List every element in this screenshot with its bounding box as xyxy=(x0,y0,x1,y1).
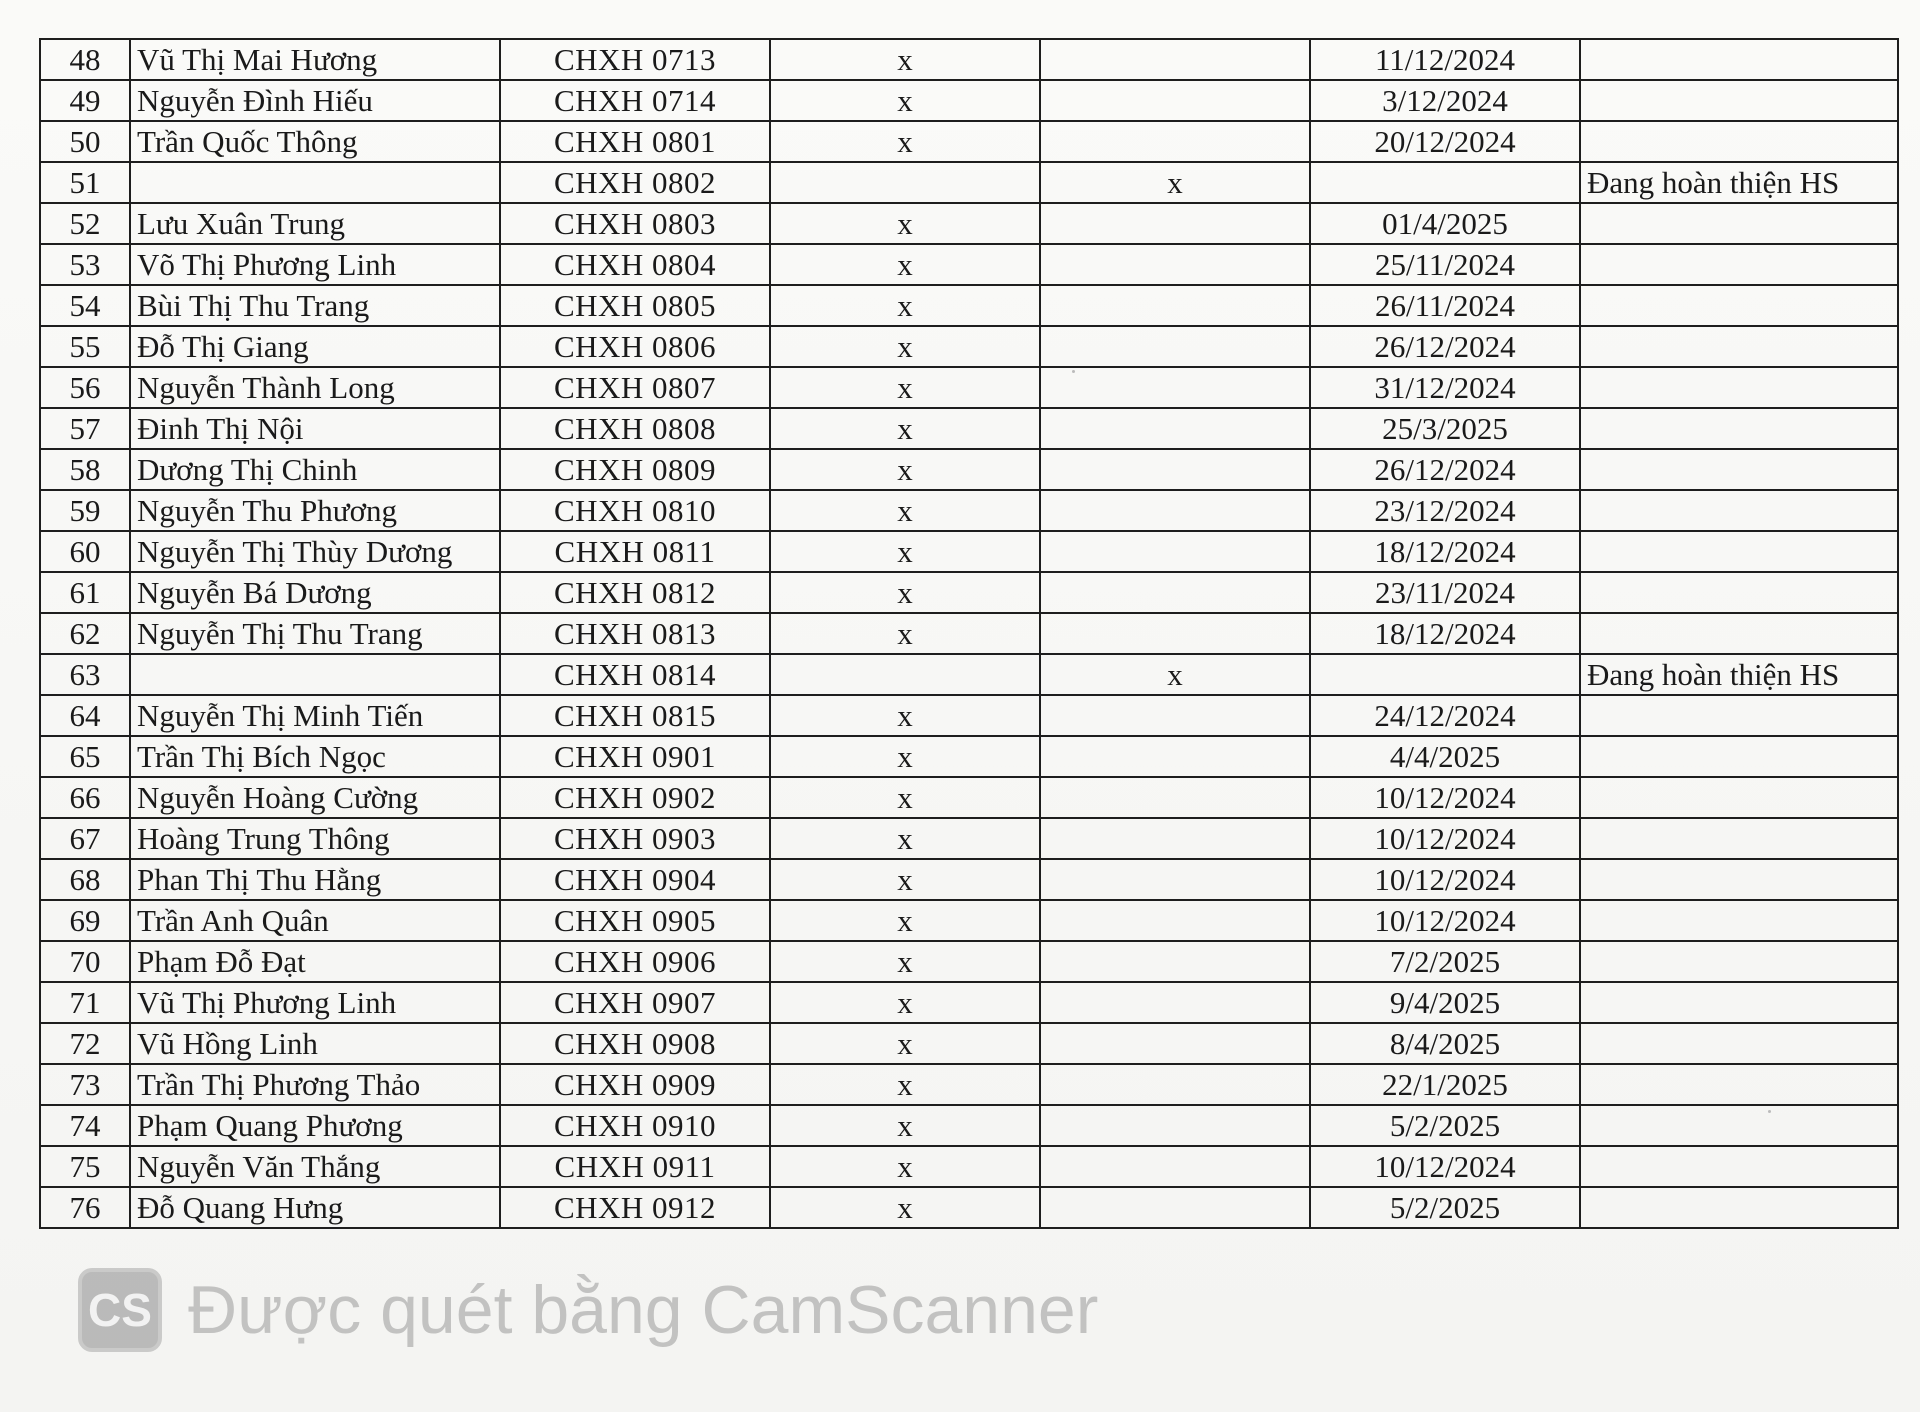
mark-pending xyxy=(1040,244,1310,285)
unit-code: CHXH 0810 xyxy=(500,490,770,531)
table-row xyxy=(40,818,1898,859)
row-number: 62 xyxy=(40,613,130,654)
unit-code: CHXH 0815 xyxy=(500,695,770,736)
row-number: 58 xyxy=(40,449,130,490)
row-number: 64 xyxy=(40,695,130,736)
mark-pending xyxy=(1040,326,1310,367)
unit-code: CHXH 0809 xyxy=(500,449,770,490)
unit-code: CHXH 0902 xyxy=(500,777,770,818)
owner-name: Trần Thị Phương Thảo xyxy=(130,1064,500,1105)
row-number: 49 xyxy=(40,80,130,121)
unit-code: CHXH 0901 xyxy=(500,736,770,777)
note-cell xyxy=(1580,449,1898,490)
mark-completed xyxy=(770,654,1040,695)
note-cell xyxy=(1580,531,1898,572)
date-cell: 10/12/2024 xyxy=(1310,777,1580,818)
note-cell xyxy=(1580,613,1898,654)
note-cell xyxy=(1580,736,1898,777)
table-row xyxy=(40,1187,1898,1228)
unit-code: CHXH 0907 xyxy=(500,982,770,1023)
mark-pending xyxy=(1040,1023,1310,1064)
note-cell xyxy=(1580,982,1898,1023)
table-row xyxy=(40,408,1898,449)
note-cell xyxy=(1580,203,1898,244)
row-number: 61 xyxy=(40,572,130,613)
table-row xyxy=(40,941,1898,982)
mark-pending xyxy=(1040,531,1310,572)
owner-name: Phạm Quang Phương xyxy=(130,1105,500,1146)
owner-name xyxy=(130,162,500,203)
row-number: 59 xyxy=(40,490,130,531)
date-cell: 25/11/2024 xyxy=(1310,244,1580,285)
mark-pending xyxy=(1040,859,1310,900)
note-cell xyxy=(1580,777,1898,818)
unit-code: CHXH 0904 xyxy=(500,859,770,900)
date-cell: 10/12/2024 xyxy=(1310,1146,1580,1187)
row-number: 75 xyxy=(40,1146,130,1187)
note-cell xyxy=(1580,326,1898,367)
table-row xyxy=(40,1023,1898,1064)
mark-completed: x xyxy=(770,900,1040,941)
table-row xyxy=(40,695,1898,736)
unit-code: CHXH 0813 xyxy=(500,613,770,654)
mark-pending xyxy=(1040,203,1310,244)
date-cell xyxy=(1310,162,1580,203)
row-number: 51 xyxy=(40,162,130,203)
table-row xyxy=(40,613,1898,654)
date-cell: 10/12/2024 xyxy=(1310,900,1580,941)
date-cell: 01/4/2025 xyxy=(1310,203,1580,244)
row-number: 67 xyxy=(40,818,130,859)
mark-completed: x xyxy=(770,1023,1040,1064)
date-cell: 22/1/2025 xyxy=(1310,1064,1580,1105)
unit-code: CHXH 0910 xyxy=(500,1105,770,1146)
unit-code: CHXH 0806 xyxy=(500,326,770,367)
mark-completed: x xyxy=(770,408,1040,449)
camscanner-logo-icon: CS xyxy=(78,1268,162,1352)
row-number: 66 xyxy=(40,777,130,818)
owner-name: Nguyễn Thu Phương xyxy=(130,490,500,531)
mark-pending xyxy=(1040,818,1310,859)
row-number: 69 xyxy=(40,900,130,941)
unit-code: CHXH 0909 xyxy=(500,1064,770,1105)
camscanner-watermark xyxy=(78,1268,1098,1352)
row-number: 52 xyxy=(40,203,130,244)
mark-pending xyxy=(1040,900,1310,941)
unit-code: CHXH 0805 xyxy=(500,285,770,326)
table-row xyxy=(40,1105,1898,1146)
unit-code: CHXH 0906 xyxy=(500,941,770,982)
row-number: 53 xyxy=(40,244,130,285)
mark-completed: x xyxy=(770,818,1040,859)
mark-pending xyxy=(1040,572,1310,613)
date-cell: 20/12/2024 xyxy=(1310,121,1580,162)
mark-completed: x xyxy=(770,1146,1040,1187)
note-cell: Đang hoàn thiện HS xyxy=(1580,162,1898,203)
mark-completed: x xyxy=(770,941,1040,982)
owner-name: Nguyễn Thành Long xyxy=(130,367,500,408)
row-number: 73 xyxy=(40,1064,130,1105)
owner-name: Nguyễn Đình Hiếu xyxy=(130,80,500,121)
unit-code: CHXH 0803 xyxy=(500,203,770,244)
note-cell xyxy=(1580,695,1898,736)
table-row xyxy=(40,1146,1898,1187)
mark-pending xyxy=(1040,1146,1310,1187)
owner-name: Nguyễn Hoàng Cường xyxy=(130,777,500,818)
date-cell: 18/12/2024 xyxy=(1310,531,1580,572)
note-cell xyxy=(1580,1105,1898,1146)
table-row xyxy=(40,900,1898,941)
row-number: 54 xyxy=(40,285,130,326)
owner-name: Vũ Thị Mai Hương xyxy=(130,39,500,80)
unit-code: CHXH 0802 xyxy=(500,162,770,203)
row-number: 48 xyxy=(40,39,130,80)
unit-code: CHXH 0814 xyxy=(500,654,770,695)
mark-pending xyxy=(1040,408,1310,449)
table-row xyxy=(40,285,1898,326)
watermark-text: Được quét bằng CamScanner xyxy=(188,1272,1099,1348)
table-row xyxy=(40,654,1898,695)
date-cell: 7/2/2025 xyxy=(1310,941,1580,982)
mark-completed: x xyxy=(770,80,1040,121)
row-number: 56 xyxy=(40,367,130,408)
mark-pending xyxy=(1040,39,1310,80)
row-number: 63 xyxy=(40,654,130,695)
date-cell: 10/12/2024 xyxy=(1310,818,1580,859)
unit-code: CHXH 0714 xyxy=(500,80,770,121)
date-cell: 23/12/2024 xyxy=(1310,490,1580,531)
table-row xyxy=(40,531,1898,572)
date-cell: 24/12/2024 xyxy=(1310,695,1580,736)
mark-completed: x xyxy=(770,531,1040,572)
table-row xyxy=(40,39,1898,80)
row-number: 55 xyxy=(40,326,130,367)
unit-code: CHXH 0804 xyxy=(500,244,770,285)
mark-completed: x xyxy=(770,777,1040,818)
mark-completed: x xyxy=(770,490,1040,531)
mark-pending: x xyxy=(1040,162,1310,203)
row-number: 70 xyxy=(40,941,130,982)
table-row xyxy=(40,80,1898,121)
scan-speck xyxy=(1768,1110,1771,1113)
table-row xyxy=(40,490,1898,531)
owner-name: Nguyễn Thị Thu Trang xyxy=(130,613,500,654)
date-cell: 31/12/2024 xyxy=(1310,367,1580,408)
note-cell xyxy=(1580,285,1898,326)
date-cell xyxy=(1310,654,1580,695)
row-number: 50 xyxy=(40,121,130,162)
unit-code: CHXH 0808 xyxy=(500,408,770,449)
date-cell: 18/12/2024 xyxy=(1310,613,1580,654)
row-number: 76 xyxy=(40,1187,130,1228)
unit-code: CHXH 0807 xyxy=(500,367,770,408)
date-cell: 9/4/2025 xyxy=(1310,982,1580,1023)
mark-pending xyxy=(1040,121,1310,162)
note-cell xyxy=(1580,1023,1898,1064)
note-cell xyxy=(1580,367,1898,408)
note-cell xyxy=(1580,39,1898,80)
note-cell xyxy=(1580,572,1898,613)
owner-name: Nguyễn Thị Minh Tiến xyxy=(130,695,500,736)
owner-name: Đỗ Quang Hưng xyxy=(130,1187,500,1228)
note-cell xyxy=(1580,121,1898,162)
owner-name: Phạm Đỗ Đạt xyxy=(130,941,500,982)
owner-name: Trần Quốc Thông xyxy=(130,121,500,162)
date-cell: 25/3/2025 xyxy=(1310,408,1580,449)
note-cell xyxy=(1580,244,1898,285)
mark-completed: x xyxy=(770,244,1040,285)
table-body xyxy=(40,39,1898,1228)
owner-name: Vũ Hồng Linh xyxy=(130,1023,500,1064)
note-cell xyxy=(1580,1064,1898,1105)
mark-completed: x xyxy=(770,982,1040,1023)
mark-completed: x xyxy=(770,203,1040,244)
mark-completed: x xyxy=(770,613,1040,654)
date-cell: 26/12/2024 xyxy=(1310,326,1580,367)
row-number: 60 xyxy=(40,531,130,572)
owner-name: Phan Thị Thu Hằng xyxy=(130,859,500,900)
mark-completed: x xyxy=(770,859,1040,900)
date-cell: 26/12/2024 xyxy=(1310,449,1580,490)
owner-name: Nguyễn Văn Thắng xyxy=(130,1146,500,1187)
mark-completed: x xyxy=(770,326,1040,367)
mark-completed: x xyxy=(770,736,1040,777)
row-number: 65 xyxy=(40,736,130,777)
owner-name: Dương Thị Chinh xyxy=(130,449,500,490)
table-row xyxy=(40,326,1898,367)
owner-name: Nguyễn Bá Dương xyxy=(130,572,500,613)
table-row xyxy=(40,162,1898,203)
mark-completed: x xyxy=(770,121,1040,162)
owner-name: Nguyễn Thị Thùy Dương xyxy=(130,531,500,572)
row-number: 74 xyxy=(40,1105,130,1146)
owner-name xyxy=(130,654,500,695)
date-cell: 5/2/2025 xyxy=(1310,1105,1580,1146)
row-number: 72 xyxy=(40,1023,130,1064)
mark-pending xyxy=(1040,941,1310,982)
mark-completed: x xyxy=(770,285,1040,326)
owner-name: Trần Anh Quân xyxy=(130,900,500,941)
owner-name: Đinh Thị Nội xyxy=(130,408,500,449)
table-row xyxy=(40,777,1898,818)
mark-pending xyxy=(1040,367,1310,408)
row-number: 68 xyxy=(40,859,130,900)
owner-name: Lưu Xuân Trung xyxy=(130,203,500,244)
unit-code: CHXH 0812 xyxy=(500,572,770,613)
owner-name: Bùi Thị Thu Trang xyxy=(130,285,500,326)
mark-completed: x xyxy=(770,1064,1040,1105)
housing-register-table xyxy=(39,38,1899,1229)
note-cell xyxy=(1580,490,1898,531)
mark-pending xyxy=(1040,613,1310,654)
date-cell: 3/12/2024 xyxy=(1310,80,1580,121)
table-row xyxy=(40,367,1898,408)
owner-name: Đỗ Thị Giang xyxy=(130,326,500,367)
table-row xyxy=(40,449,1898,490)
mark-pending xyxy=(1040,1187,1310,1228)
note-cell xyxy=(1580,859,1898,900)
table-row xyxy=(40,572,1898,613)
table-row xyxy=(40,121,1898,162)
owner-name: Hoàng Trung Thông xyxy=(130,818,500,859)
table-row xyxy=(40,859,1898,900)
unit-code: CHXH 0905 xyxy=(500,900,770,941)
mark-pending xyxy=(1040,490,1310,531)
date-cell: 23/11/2024 xyxy=(1310,572,1580,613)
mark-pending xyxy=(1040,736,1310,777)
note-cell xyxy=(1580,80,1898,121)
date-cell: 26/11/2024 xyxy=(1310,285,1580,326)
mark-completed: x xyxy=(770,572,1040,613)
unit-code: CHXH 0908 xyxy=(500,1023,770,1064)
note-cell xyxy=(1580,1146,1898,1187)
mark-completed: x xyxy=(770,1105,1040,1146)
date-cell: 10/12/2024 xyxy=(1310,859,1580,900)
owner-name: Võ Thị Phương Linh xyxy=(130,244,500,285)
unit-code: CHXH 0713 xyxy=(500,39,770,80)
note-cell xyxy=(1580,818,1898,859)
date-cell: 5/2/2025 xyxy=(1310,1187,1580,1228)
mark-pending xyxy=(1040,695,1310,736)
mark-completed: x xyxy=(770,39,1040,80)
mark-pending xyxy=(1040,449,1310,490)
mark-pending: x xyxy=(1040,654,1310,695)
mark-completed xyxy=(770,162,1040,203)
mark-pending xyxy=(1040,982,1310,1023)
unit-code: CHXH 0811 xyxy=(500,531,770,572)
mark-pending xyxy=(1040,777,1310,818)
note-cell: Đang hoàn thiện HS xyxy=(1580,654,1898,695)
date-cell: 4/4/2025 xyxy=(1310,736,1580,777)
owner-name: Vũ Thị Phương Linh xyxy=(130,982,500,1023)
unit-code: CHXH 0911 xyxy=(500,1146,770,1187)
note-cell xyxy=(1580,900,1898,941)
mark-pending xyxy=(1040,1105,1310,1146)
mark-pending xyxy=(1040,285,1310,326)
table-row xyxy=(40,982,1898,1023)
table-row xyxy=(40,203,1898,244)
table-row xyxy=(40,244,1898,285)
row-number: 71 xyxy=(40,982,130,1023)
note-cell xyxy=(1580,1187,1898,1228)
date-cell: 11/12/2024 xyxy=(1310,39,1580,80)
mark-pending xyxy=(1040,1064,1310,1105)
unit-code: CHXH 0903 xyxy=(500,818,770,859)
mark-completed: x xyxy=(770,449,1040,490)
mark-completed: x xyxy=(770,367,1040,408)
mark-completed: x xyxy=(770,695,1040,736)
table-row xyxy=(40,1064,1898,1105)
unit-code: CHXH 0801 xyxy=(500,121,770,162)
table-row xyxy=(40,736,1898,777)
row-number: 57 xyxy=(40,408,130,449)
owner-name: Trần Thị Bích Ngọc xyxy=(130,736,500,777)
mark-completed: x xyxy=(770,1187,1040,1228)
unit-code: CHXH 0912 xyxy=(500,1187,770,1228)
scan-speck xyxy=(1072,370,1075,373)
note-cell xyxy=(1580,408,1898,449)
date-cell: 8/4/2025 xyxy=(1310,1023,1580,1064)
mark-pending xyxy=(1040,80,1310,121)
note-cell xyxy=(1580,941,1898,982)
